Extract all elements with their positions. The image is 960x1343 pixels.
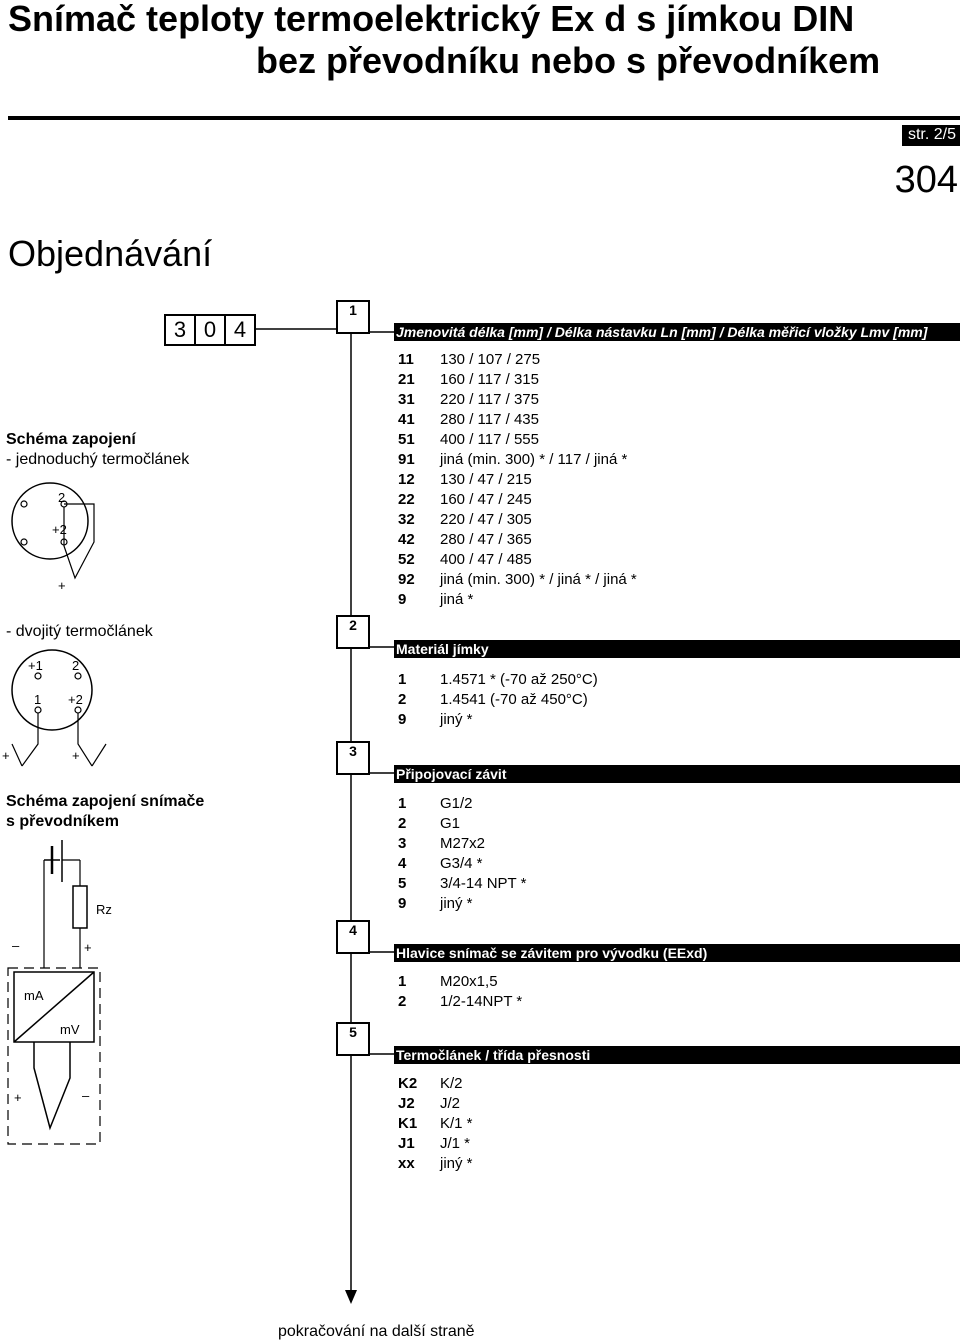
option-value: G1/2 <box>440 795 473 812</box>
option-value: 3/4-14 NPT * <box>440 875 527 892</box>
code-digit-3: 4 <box>224 314 256 346</box>
option-code: 5 <box>398 875 407 892</box>
transmitter-schema-title-2: s převodníkem <box>6 813 119 830</box>
option-value: 400 / 47 / 485 <box>440 551 532 568</box>
option-code: 22 <box>398 491 415 508</box>
page-number: str. 2/5 <box>902 125 960 146</box>
option-value: 130 / 107 / 275 <box>440 351 541 368</box>
option-code: 42 <box>398 531 415 548</box>
option-value: J/2 <box>440 1095 461 1112</box>
single-thermocouple-diagram <box>0 476 110 596</box>
option-value: jiná (min. 300) * / 117 / jiná * <box>440 451 628 468</box>
option-value: 280 / 117 / 435 <box>440 411 539 428</box>
continued-note: pokračování na další straně <box>278 1323 475 1340</box>
option-value: 1.4541 (-70 až 450°C) <box>440 691 588 708</box>
option-value: 280 / 47 / 365 <box>440 531 532 548</box>
option-value: G3/4 * <box>440 855 483 872</box>
double-terminal-1: 1 <box>34 692 42 707</box>
transmitter-plus: + <box>84 940 92 955</box>
option-code: 51 <box>398 431 415 448</box>
group-5-heading: Termočlánek / třída přesnosti <box>394 1046 960 1064</box>
option-value: 160 / 117 / 315 <box>440 371 539 388</box>
option-code: 2 <box>398 815 407 832</box>
code-digit-1: 3 <box>164 314 196 346</box>
option-value: 1.4571 * (-70 až 250°C) <box>440 671 598 688</box>
option-code: 9 <box>398 591 407 608</box>
section-title: Objednávání <box>8 233 213 274</box>
ma-label: mA <box>24 988 44 1003</box>
input-minus: – <box>82 1088 90 1103</box>
group-3-heading: Připojovací závit <box>394 765 960 783</box>
option-value: 400 / 117 / 555 <box>440 431 539 448</box>
double-terminal-2: 2 <box>72 658 80 673</box>
option-code: 12 <box>398 471 415 488</box>
option-code: 2 <box>398 691 407 708</box>
option-code: 92 <box>398 571 415 588</box>
option-code: 32 <box>398 511 415 528</box>
title-line-2: bez převodníku nebo s převodníkem <box>256 40 881 81</box>
mv-label: mV <box>60 1022 80 1037</box>
group-3-number: 3 <box>336 741 370 775</box>
group-2-number: 2 <box>336 615 370 649</box>
option-code: 2 <box>398 993 407 1010</box>
double-plus-left: + <box>2 748 10 763</box>
transmitter-minus: – <box>12 938 20 953</box>
option-value: jiný * <box>440 711 473 728</box>
double-thermocouple-diagram <box>0 648 120 768</box>
single-terminal-minus: 2 <box>58 490 66 505</box>
option-value: 160 / 47 / 245 <box>440 491 532 508</box>
double-terminal-plus1: +1 <box>28 658 43 673</box>
option-value: K/2 <box>440 1075 463 1092</box>
transmitter-diagram <box>0 838 140 1158</box>
option-code: K1 <box>398 1115 418 1132</box>
option-value: jiný * <box>440 895 473 912</box>
option-code: xx <box>398 1155 415 1172</box>
title-line-1: Snímač teploty termoelektrický Ex d s jímkou DIN <box>8 0 855 39</box>
group-5-number: 5 <box>336 1022 370 1056</box>
single-thermocouple-label: - jednoduchý termočlánek <box>6 451 190 468</box>
option-value: 130 / 47 / 215 <box>440 471 532 488</box>
single-terminal-plus: +2 <box>52 522 67 537</box>
option-value: 220 / 117 / 375 <box>440 391 539 408</box>
option-value: M20x1,5 <box>440 973 498 990</box>
option-value: M27x2 <box>440 835 486 852</box>
option-code: J1 <box>398 1135 415 1152</box>
option-code: J2 <box>398 1095 415 1112</box>
option-code: 41 <box>398 411 415 428</box>
option-value: J/1 * <box>440 1135 471 1152</box>
option-value: K/1 * <box>440 1115 473 1132</box>
double-thermocouple-label: - dvojitý termočlánek <box>6 623 153 640</box>
single-polarity: + <box>58 578 66 593</box>
option-code: K2 <box>398 1075 418 1092</box>
schema-title: Schéma zapojení <box>6 431 136 448</box>
group-4-number: 4 <box>336 920 370 954</box>
option-code: 1 <box>398 795 407 812</box>
code-digit-2: 0 <box>194 314 226 346</box>
group-2-heading: Materiál jímky <box>394 640 960 658</box>
option-code: 1 <box>398 671 407 688</box>
option-value: jiný * <box>440 1155 473 1172</box>
double-plus-right: + <box>72 748 80 763</box>
option-value: G1 <box>440 815 461 832</box>
option-code: 52 <box>398 551 415 568</box>
option-value: jiná (min. 300) * / jiná * / jiná * <box>440 571 637 588</box>
input-plus: + <box>14 1090 22 1105</box>
double-terminal-plus2: +2 <box>68 692 83 707</box>
option-value: jiná * <box>440 591 474 608</box>
group-4-heading: Hlavice snímač se závitem pro vývodku (EExd) <box>394 944 960 962</box>
option-code: 3 <box>398 835 407 852</box>
option-code: 9 <box>398 711 407 728</box>
group-1-number: 1 <box>336 300 370 334</box>
option-code: 4 <box>398 855 407 872</box>
resistor-label: Rz <box>96 902 112 917</box>
option-code: 91 <box>398 451 415 468</box>
transmitter-schema-title-1: Schéma zapojení snímače <box>6 793 205 810</box>
option-code: 11 <box>398 351 414 368</box>
group-1-heading: Jmenovitá délka [mm] / Délka nástavku Ln [mm] / Délka měřicí vložky Lmv [mm] <box>394 323 960 341</box>
option-value: 1/2-14NPT * <box>440 993 523 1010</box>
option-code: 1 <box>398 973 407 990</box>
option-value: 220 / 47 / 305 <box>440 511 532 528</box>
catalog-number: 304 <box>894 159 958 201</box>
option-code: 21 <box>398 371 415 388</box>
option-code: 31 <box>398 391 415 408</box>
option-code: 9 <box>398 895 407 912</box>
